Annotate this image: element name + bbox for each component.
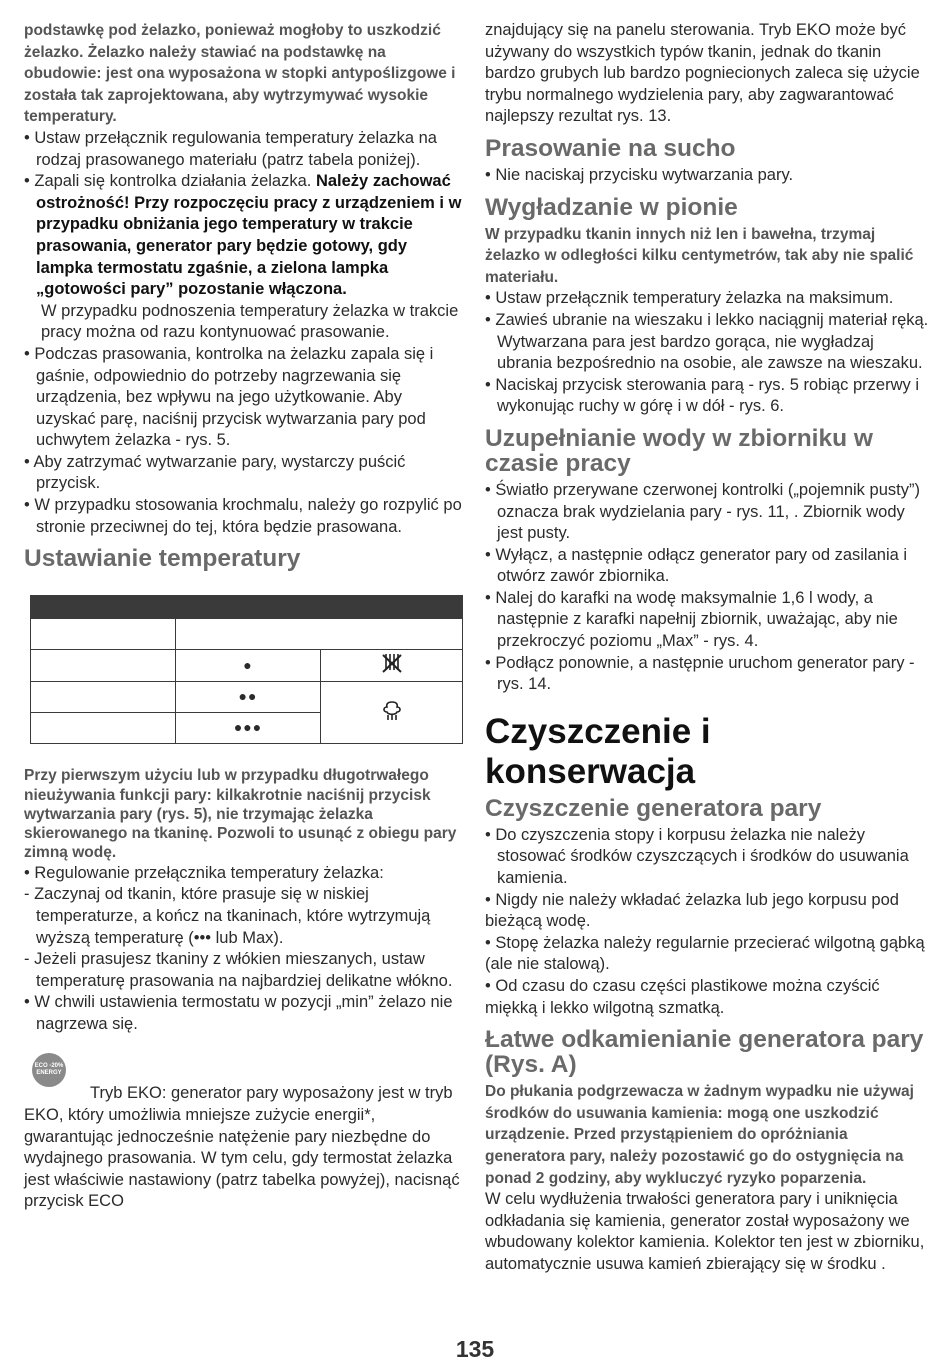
list-item: • W chwili ustawienia termostatu w pozycji „min” żelazo nie nagrzewa się. [24,992,464,1035]
list-item: • Światło przerywane czerwonej kontrolki („pojemnik pusty”) oznacza brak wydzielania pary - rys. 11, . Zbiornik wody jest pusty. [485,480,929,545]
list-item: • Ustaw przełącznik regulowania temperatury żelazka na rodzaj prasowanego materiału (patrz tabela poniżej). [24,128,464,171]
temp-dot-2: ●● [238,688,258,705]
table-cell [31,713,176,744]
list-item: • Podłącz ponownie, a następnie uruchom generator pary - rys. 14. [485,653,929,696]
list-item: • Nie naciskaj przycisku wytwarzania pary. [485,165,929,187]
eco-paragraph: Tryb EKO: generator pary wyposażony jest w tryb EKO, który umożliwia mniejsze zużycie energii*, gwarantując jednocześnie natężenie pary niezbędne do wydajnego prasowania. W tym celu, gdy termostat żelazka jest właściwie nastawiony (patrz tabelka powyżej), nacisnąć przycisk ECO [24,1084,460,1211]
no-steam-icon [379,650,405,676]
list-item: • Wyłącz, a następnie odłącz generator pary od zasilania i otwórz zawór zbiornika. [485,545,929,588]
table-cell [31,619,176,650]
list-item: • Aby zatrzymać wytwarzanie pary, wystarczy puścić przycisk. [24,452,464,495]
section-heading-descale: Łatwe odkamienianie generatora pary (Rys. A) [485,1026,924,1079]
eco-icon: ECO -20% ENERGY [32,1053,66,1087]
table-cell [31,682,176,713]
section-heading-dry: Prasowanie na sucho [485,134,736,162]
table-header-row [31,596,463,619]
table-cell [321,682,463,744]
descale-paragraph: W celu wydłużenia trwałości generatora pary i uniknięcia odkładania się kamienia, generator został wyposażony we wbudowany kolektor kamienia. Kolektor ten jest w zbiorniku, automatycznie usuwa kamień zbierający się w środku . [485,1190,925,1273]
section-heading-refill: Uzupełnianie wody w zbiorniku w czasie pracy [485,424,873,477]
list-item: • W przypadku stosowania krochmalu, należy go rozpylić po stronie przeciwnej do tej, która będzie prasowana. [24,495,464,538]
list-item: • Ustaw przełącznik temperatury żelazka na maksimum. [485,288,929,310]
dash-item: - Zaczynaj od tkanin, które prasuje się w niskiej temperaturze, a kończ na tkaninach, które wytrzymują wyższą temperaturę (••• lub Max). [24,884,464,949]
list-item: • Zawieś ubranie na wieszaku i lekko naciągnij materiał ręką. Wytwarzana para jest bardzo gorąca, nie wygładzaj ubrania bezpośrednio na osobie, ale zawsze na wieszaku. [485,310,929,375]
first-use-warning: Przy pierwszym użyciu lub w przypadku długotrwałego nieużywania funkcji pary: kilkakrotnie naciśnij przycisk wytwarzania pary (rys. 5), nie trzymając żelazka skierowanego na tkaninę. Pozwoli to usunąć z obiegu pary zimną wodę. [24,767,457,862]
eco-continuation: znajdujący się na panelu sterowania. Tryb EKO może być używany do wszystkich typów tkanin, jednak do tkanin bardzo grubych lub bardzo pogniecionych zaleca się użycie trybu normalnego wydzielenia pary, aby zagwarantować najlepszy rezultat rys. 13. [485,21,920,126]
table-cell [31,650,176,682]
eco-badge [32,1053,464,1087]
table-cell [176,713,321,744]
caution-text: Należy zachować ostrożność! Przy rozpoczęciu pracy z urządzeniem i w przypadku obniżania jego temperatury w trakcie prasowania, generator pary będzie gotowy, gdy lampka termostatu zgaśnie, a zielona lampka „gotowości pary” pozostanie włączona. [36,172,462,299]
table-header-cell [31,596,463,619]
table-cell [176,619,463,650]
section-heading-vertical: Wygładzanie w pionie [485,193,738,221]
table-cell [176,650,321,682]
list-item: • Nigdy nie należy wkładać żelazka lub jego korpusu pod bieżącą wodę. [485,890,929,933]
intro-warning: podstawkę pod żelazko, ponieważ mogłoby to uszkodzić żelazko. Żelazko należy stawiać na podstawkę na obudowie: jest ona wyposażona w stopki antypoślizgowe i została tak zaprojektowana, aby wytrzymywać wysokie temperatury. [24,22,456,126]
list-item: • Do czyszczenia stopy i korpusu żelazka nie należy stosować środków czyszczących i środków do usuwania kamienia. [485,825,929,890]
list-item: • Regulowanie przełącznika temperatury żelazka: [24,863,464,885]
table-row [31,650,463,682]
section-heading-temperature: Ustawianie temperatury [24,545,301,573]
temperature-table [30,595,463,744]
vertical-warning: W przypadku tkanin innych niż len i bawełna, trzymaj żelazko w odległości kilku centymetrów, tak aby nie spalić materiału. [485,225,914,286]
dash-item: - Jeżeli prasujesz tkaniny z włókien mieszanych, ustaw temperaturę prasowania na najbardziej delikatne włókno. [24,949,464,992]
list-item: • Od czasu do czasu części plastikowe można czyścić miękką i lekko wilgotną szmatką. [485,976,929,1019]
section-heading-clean-generator: Czyszczenie generatora pary [485,794,822,822]
list-item-text: Zapali się kontrolka działania żelazka. [34,172,316,191]
list-item-continuation: W przypadku podnoszenia temperatury żelazka w trakcie pracy można od razu kontynuować prasowanie. [41,301,459,342]
chapter-heading-cleaning: Czyszczenie i konserwacja [485,711,711,791]
temp-dot-3: ●●● [233,719,263,736]
list-item: • Stopę żelazka należy regularnie przecierać wilgotną gąbką (ale nie stalową). [485,933,929,976]
list-item: • Nalej do karafki na wodę maksymalnie 1,6 l wody, a następnie z karafki napełnij zbiornik, uważając, aby nie przekroczyć poziomu „Max” - rys. 4. [485,588,929,653]
list-item [24,171,464,301]
temp-dot-1: ● [243,656,253,673]
table-cell [176,682,321,713]
table-cell [321,650,463,682]
table-row [31,682,463,713]
table-row [31,619,463,650]
list-item: • Podczas prasowania, kontrolka na żelazku zapala się i gaśnie, odpowiednio do potrzeby nagrzewania się urządzenia, bez wpływu na jego użytkowanie. Aby uzyskać parę, naciśnij przycisk wytwarzania pary pod uchwytem żelazka - rys. 5. [24,344,464,452]
list-item: • Naciskaj przycisk sterowania parą - rys. 5 robiąc przerwy i wykonując ruchy w górę i w dół - rys. 6. [485,375,929,418]
left-column [24,20,464,1213]
right-column [485,20,929,1276]
descale-warning: Do płukania podgrzewacza w żadnym wypadku nie używaj środków do usuwania kamienia: mogą one uszkodzić urządzenie. Przed przystąpieniem do opróżniania generatora pary, należy pozostawić go do ostygnięcia na ponad 2 godziny, aby wykluczyć ryzyko poparzenia. [485,1083,914,1187]
page-number: 135 [455,1336,495,1362]
steam-icon [379,697,405,723]
